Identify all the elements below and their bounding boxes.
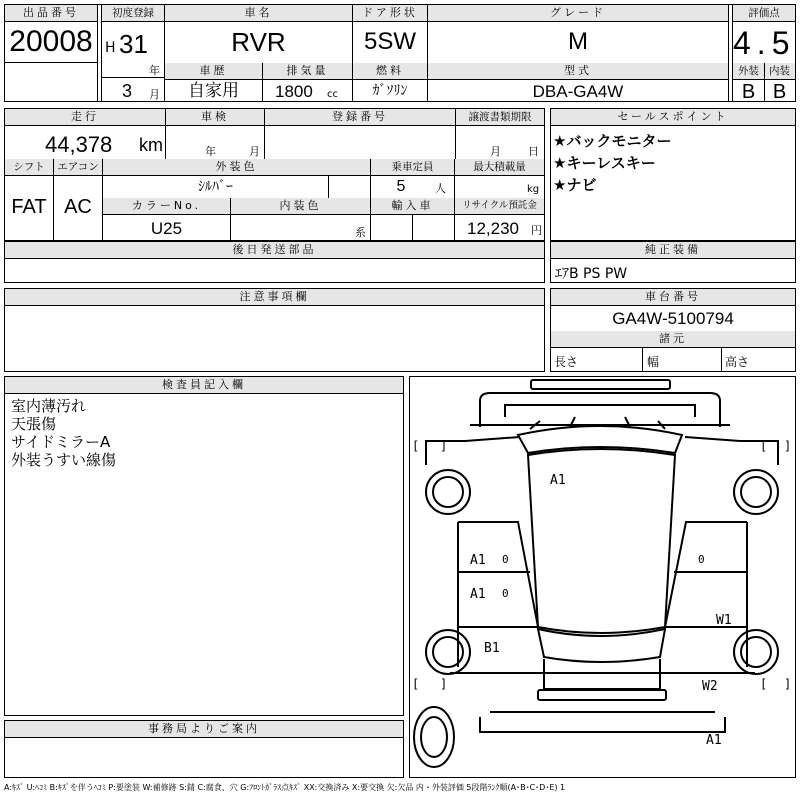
name-label: 車名	[165, 5, 352, 22]
inspector-label: 検査員記入欄	[5, 377, 403, 394]
inspection-year-unit: 年	[205, 145, 216, 158]
car-diagram	[409, 376, 796, 778]
dims-label: 諸元	[551, 331, 795, 348]
bracket-rear-right-open: [	[760, 677, 768, 691]
notes-section	[4, 288, 545, 372]
capacity-value: 5	[396, 178, 406, 195]
bracket-rear-left-open: [	[412, 677, 420, 691]
exterior-label: 外装	[733, 63, 764, 80]
chassis-label: 車台番号	[551, 289, 795, 306]
recycle-unit: 円	[531, 224, 542, 237]
model-label: 型式	[428, 63, 728, 80]
sales-point-item: ★バックモニター	[553, 132, 672, 150]
ext-color-value: ｼﾙﾊﾞｰ	[198, 179, 233, 195]
width-label: 幅	[647, 355, 660, 369]
inspector-note: 外装うすい線傷	[11, 451, 117, 469]
office-label: 事務局よりご案内	[5, 721, 403, 738]
history-value: 自家用	[188, 81, 239, 101]
lot-number: 20008	[9, 25, 93, 58]
grade-label: グレード	[428, 5, 728, 22]
inspector-section	[4, 376, 404, 716]
era-label: H	[105, 40, 116, 56]
ac-label: エアコン	[54, 159, 102, 176]
legend-text: A:ｷｽﾞ U:ﾍｺﾐ B:ｷｽﾞを伴うﾍｺﾐ P:要塗装 W:補修跡 S:錆 C:腐食、穴 G:ﾌﾛﾝﾄｶﾞﾗｽ点ｷｽﾞ XX:交換済み X:要交換 欠:欠品 内・外装評価 5段階ﾗﾝｸ順(A･B･C･D･E) 1	[4, 783, 566, 792]
capacity-unit: 人	[435, 182, 446, 195]
lot-label: 出品番号	[5, 5, 97, 22]
load-label: 最大積載量	[455, 159, 544, 176]
shift-label: シフト	[5, 159, 53, 176]
score-label: 評価点	[733, 5, 795, 22]
equipment-section	[550, 241, 796, 283]
model-value: DBA-GA4W	[532, 82, 624, 101]
sales-point-item: ★ナビ	[553, 176, 597, 194]
bracket-rear-left-close: ]	[440, 677, 448, 691]
door-value: 5SW	[363, 28, 416, 55]
inspector-note: 天張傷	[11, 415, 57, 433]
damage-mark-left-front-door: A1	[470, 553, 486, 568]
reg-month: 3	[122, 81, 133, 101]
zero-mark: 0	[502, 587, 509, 600]
displacement-label: 排気量	[263, 63, 352, 80]
car-outline-svg	[410, 377, 795, 777]
mileage-unit: km	[139, 135, 163, 155]
reg-year: 31	[119, 29, 148, 59]
inspection-month-unit: 月	[249, 145, 260, 158]
zero-mark: 0	[502, 553, 509, 566]
equipment-value: ｴｱB PS PW	[555, 266, 628, 282]
car-name: RVR	[231, 27, 286, 57]
inspector-note: サイドミラーA	[11, 433, 111, 451]
score-value: 4.5	[733, 25, 796, 61]
damage-mark-rear-bumper: A1	[706, 733, 722, 748]
details-section	[4, 108, 545, 241]
sales-points-label: セールスポイント	[551, 109, 795, 126]
bracket-front-right-close: ]	[784, 439, 792, 453]
bracket-rear-right-close: ]	[784, 677, 792, 691]
interior-grade: B	[772, 81, 787, 103]
grade-value: M	[568, 28, 588, 55]
sales-point-item: ★キーレスキー	[553, 154, 656, 172]
top-section	[4, 4, 796, 102]
color-no-label: カラーNo.	[103, 198, 230, 215]
fuel-value: ｶﾞｿﾘﾝ	[372, 83, 408, 99]
inspection-label: 車検	[166, 109, 264, 126]
later-parts-section	[4, 241, 545, 283]
ac-value: AC	[64, 196, 92, 218]
height-label: 高さ	[725, 355, 750, 369]
damage-mark-roof: A1	[550, 473, 566, 488]
fuel-label: 燃料	[353, 63, 427, 80]
chassis-section	[550, 288, 796, 372]
recycle-label: リサイクル預託金	[455, 198, 544, 215]
later-parts-label: 後日発送部品	[5, 242, 544, 259]
transfer-month-unit: 月	[490, 145, 501, 158]
length-label: 長さ	[554, 355, 579, 369]
mileage-label: 走行	[5, 109, 165, 126]
int-color-unit: 系	[355, 226, 366, 239]
sales-points-list	[553, 130, 671, 196]
import-label: 輸入車	[371, 198, 454, 215]
history-label: 車歴	[165, 63, 262, 80]
equipment-label: 純正装備	[551, 242, 795, 259]
recycle-value: 12,230	[467, 219, 519, 238]
door-label: ドア形状	[353, 5, 427, 22]
office-section	[4, 720, 404, 778]
load-unit: kg	[527, 184, 540, 195]
sales-points-section	[550, 108, 796, 241]
interior-label: 内装	[764, 63, 795, 80]
inspector-notes	[11, 397, 116, 469]
exterior-grade: B	[741, 81, 756, 103]
bracket-front-right-open: [	[760, 439, 768, 453]
zero-mark: 0	[698, 553, 705, 566]
bracket-front-left-open: [	[412, 439, 420, 453]
year-unit: 年	[149, 64, 160, 77]
damage-mark-left-rear-fender: B1	[484, 641, 500, 656]
displacement-unit: cc	[327, 89, 338, 100]
transfer-day-unit: 日	[528, 145, 539, 158]
damage-mark-right-rear-door: W1	[716, 613, 732, 628]
plate-label: 登録番号	[265, 109, 455, 126]
capacity-label: 乗車定員	[371, 159, 454, 176]
month-unit: 月	[149, 88, 160, 101]
ext-color-label: 外装色	[103, 159, 370, 176]
chassis-number: GA4W-5100794	[612, 309, 734, 328]
reg-label: 初度登録	[102, 5, 164, 22]
bracket-front-left-close: ]	[440, 439, 448, 453]
transfer-label: 譲渡書類期限	[456, 109, 544, 126]
mileage-value: 44,378	[45, 132, 113, 157]
notes-label: 注意事項欄	[5, 289, 544, 306]
int-color-label: 内装色	[231, 198, 370, 215]
shift-value: FAT	[11, 196, 47, 218]
inspector-note: 室内薄汚れ	[11, 397, 87, 415]
color-no-value: U25	[150, 219, 183, 238]
damage-mark-right-rear-fender: W2	[702, 679, 718, 694]
damage-mark-left-rear-door: A1	[470, 587, 486, 602]
displacement-value: 1800	[275, 82, 313, 101]
